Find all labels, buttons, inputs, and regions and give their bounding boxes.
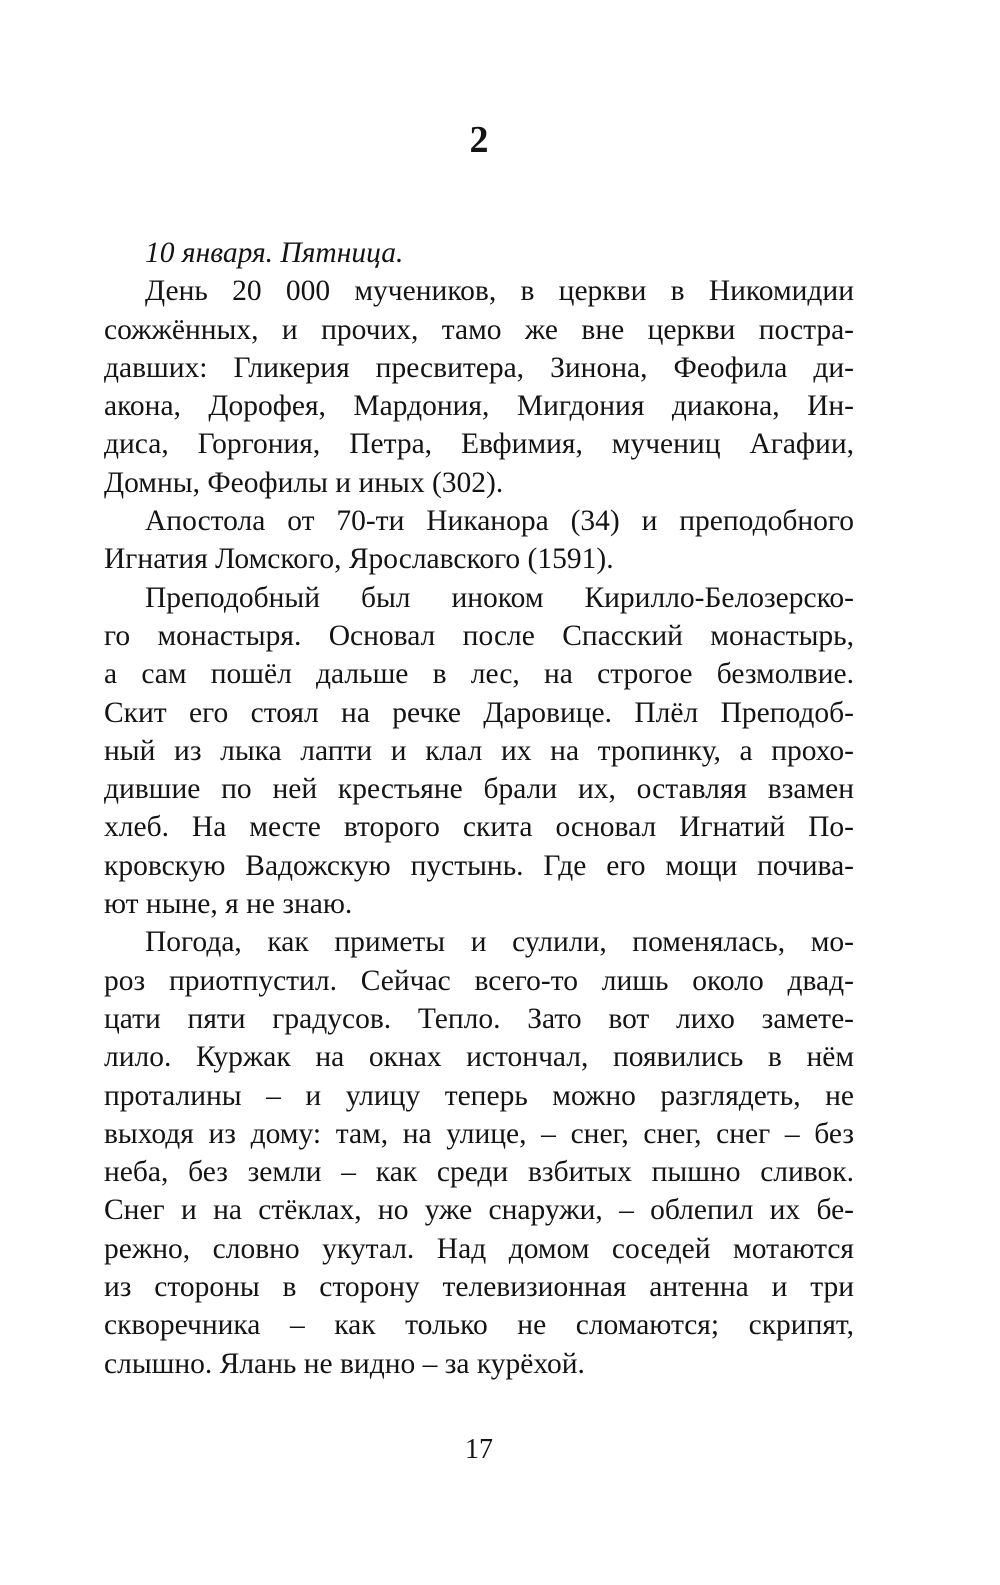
text-line: слышно. Ялань не видно – за курёхой. [104, 1347, 585, 1380]
text-line: режно, словно укутал. Над домом соседей мотаются [104, 1232, 854, 1265]
paragraph-apostle [104, 502, 854, 579]
text-line: а сам пошёл дальше в лес, на строгое безмолвие. [104, 658, 854, 691]
text-line: давших: Гликерия пресвитера, Зинона, Феофила ди- [104, 351, 854, 384]
text-line: кровскую Вадожскую пустынь. Где его мощи почива- [104, 849, 854, 882]
text-line: роз приотпустил. Сейчас всего-то лишь около двад- [104, 964, 854, 997]
text-line: сожжённых, и прочих, тамо же вне церкви постра- [104, 313, 854, 346]
text-line: Игнатия Ломского, Ярославского (1591). [104, 543, 614, 576]
text-line: го монастыря. Основал после Спасский монастырь, [104, 619, 854, 652]
text-line: хлеб. На месте второго скита основал Игнатий По- [104, 811, 854, 844]
text-line: Домны, Феофилы и иных (302). [104, 466, 504, 499]
text-line: цати пяти градусов. Тепло. Зато вот лихо замете- [104, 1002, 854, 1035]
text-line: проталины – и улицу теперь можно разглядеть, не [104, 1079, 854, 1112]
text-line: Преподобный был иноком Кирилло-Белозерско- [145, 581, 854, 614]
text-line: из стороны в сторону телевизионная антенна и три [104, 1271, 854, 1304]
text-line: выходя из дому: там, на улице, – снег, снег, снег – без [104, 1117, 854, 1150]
text-line: скворечника – как только не сломаются; скрипят, [104, 1309, 854, 1342]
text-line: неба, без земли – как среди взбитых пышно сливок. [104, 1156, 854, 1189]
text-line: дившие по ней крестьяне брали их, оставляя взамен [104, 773, 854, 806]
text-line: диса, Горгония, Петра, Евфимия, мучениц Агафии, [104, 428, 854, 461]
text-line: Снег и на стёклах, но уже снаружи, – облепил их бе- [104, 1194, 854, 1227]
text-line: Скит его стоял на речке Даровице. Плёл Преподоб- [104, 696, 854, 729]
text-line: День 20 000 мучеников, в церкви в Никомидии [145, 275, 854, 308]
text-line: ют ныне, я не знаю. [104, 888, 353, 921]
paragraph-weather [104, 923, 854, 1383]
chapter-number: 2 [469, 119, 489, 161]
date-heading-paragraph [104, 234, 854, 272]
text-line: акона, Дорофея, Мардония, Мигдония диакона, Ин- [104, 390, 854, 423]
text-line: Апостола от 70-ти Никанора (34) и преподобного [145, 505, 854, 538]
paragraph-venerable [104, 579, 854, 924]
text-line: Погода, как приметы и сулили, поменялась, мо- [145, 926, 854, 959]
body-text [104, 234, 854, 1383]
paragraph-martyrs [104, 272, 854, 502]
text-line: ный из лыка лапти и клал их на тропинку, а прохо- [104, 734, 854, 767]
page-number: 17 [465, 1434, 493, 1465]
date-heading: 10 января. Пятница. [145, 237, 404, 269]
text-line: лило. Куржак на окнах истончал, появились в нём [104, 1041, 854, 1074]
